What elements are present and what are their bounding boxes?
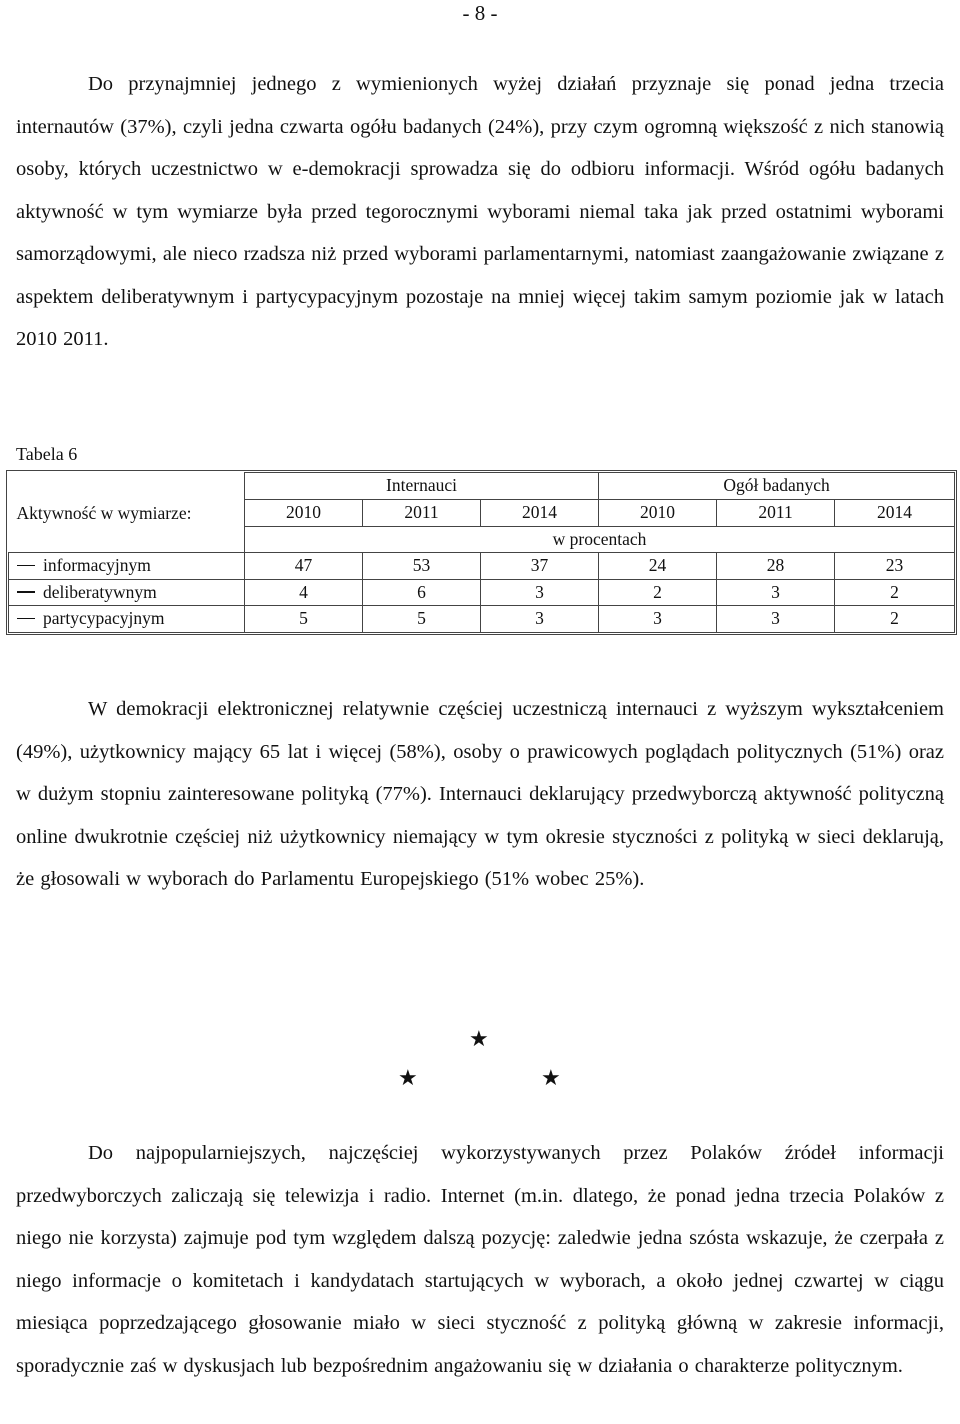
year-header: 2011 [717,499,835,526]
table-row-header: Aktywność w wymiarze: [9,473,245,527]
table-cell: 28 [717,553,835,580]
row-label: informacyjnym [9,553,245,580]
table-cell: 23 [835,553,955,580]
year-header: 2014 [481,499,599,526]
table-row [9,579,955,606]
dash-marker [17,618,35,620]
year-header: 2014 [835,499,955,526]
group-header-ogol-badanych: Ogół badanych [599,473,955,500]
paragraph-3: Do najpopularniejszych, najczęściej wykorzystywanych przez Polaków źródeł informacji przedwyborczych zaliczają się telewizja i radio. Internet (m.in. dlatego, że ponad jedna trzecia Polaków z niego nie korzysta) zajmuje pod tym względem dalszą pozycję: zaledwie jedna szósta wskazuje, że czerpała z niego informacje o komitetach i kandydatach startujących w wyborach, a około jednej czwartej w ciągu miesiąca poprzedzającego głosowanie miało w sieci styczność z polityką główną w zakresie informacji, sporadycznie zaś w dyskusjach lub bezpośrednim angażowaniu się w działania o charakterze politycznym. [16,1142,944,1377]
table-cell: 5 [363,606,481,633]
table-caption: Tabela 6 [16,444,78,464]
row-label: partycypacyjnym [9,606,245,633]
table-cell: 6 [363,579,481,606]
year-header: 2011 [363,499,481,526]
star-icon: ★ [398,1065,418,1090]
table-unit-row [9,526,955,553]
row-label: deliberatywnym [9,579,245,606]
group-header-internauci: Internauci [245,473,599,500]
table-row [9,553,955,580]
table-cell: 3 [599,606,717,633]
table-cell: 5 [245,606,363,633]
table-cell: 3 [481,606,599,633]
year-header: 2010 [599,499,717,526]
table-unit: w procentach [245,526,955,553]
star-icon: ★ [469,1026,489,1051]
table-cell: 4 [245,579,363,606]
star-icon: ★ [541,1065,561,1090]
table-group-header-row [9,473,955,500]
dash-marker [17,591,35,593]
paragraph-1: Do przynajmniej jednego z wymienionych wyżej działań przyznaje się ponad jedna trzecia internautów (37%), czyli jedna czwarta ogółu badanych (24%), przy czym ogromną większość z nich stanowią osoby, których uczestnictwo w e-demokracji sprowadza się do odbioru informacji. Wśród ogółu badanych aktywność w tym wymiarze była przed tegorocznymi wyborami niemal taka jak przed ostatnimi wyborami samorządowymi, ale nieco rzadsza niż przed wyborami parlamentarnymi, natomiast zaangażowanie związane z aspektem deliberatywnym i partycypacyjnym pozostaje na mniej więcej takim samym poziomie jak w latach 2010 2011. [16,73,944,350]
page-number: - 8 - [462,1,498,25]
table-cell: 3 [481,579,599,606]
dash-marker [17,565,35,567]
table-cell: 2 [835,606,955,633]
paragraph-2: W demokracji elektronicznej relatywnie częściej uczestniczą internauci z wyższym wykształceniem (49%), użytkownicy mający 65 lat i więcej (58%), osoby o prawicowych poglądach politycznych (51%) oraz w dużym stopniu zainteresowane polityką (77%). Internauci deklarujący przedwyborczą aktywność polityczną online dwukrotnie częściej niż użytkownicy niemający w tym okresie styczności z polityką w sieci deklarują, że głosowali w wyborach do Parlamentu Europejskiego (51% wobec 25%). [16,698,944,890]
table-cell: 3 [717,579,835,606]
table-row [9,606,955,633]
table-cell: 24 [599,553,717,580]
table-cell: 3 [717,606,835,633]
year-header: 2010 [245,499,363,526]
table-cell: 2 [835,579,955,606]
table-cell: 53 [363,553,481,580]
table-cell: 2 [599,579,717,606]
table-cell: 47 [245,553,363,580]
data-table [8,472,955,633]
table-cell: 37 [481,553,599,580]
